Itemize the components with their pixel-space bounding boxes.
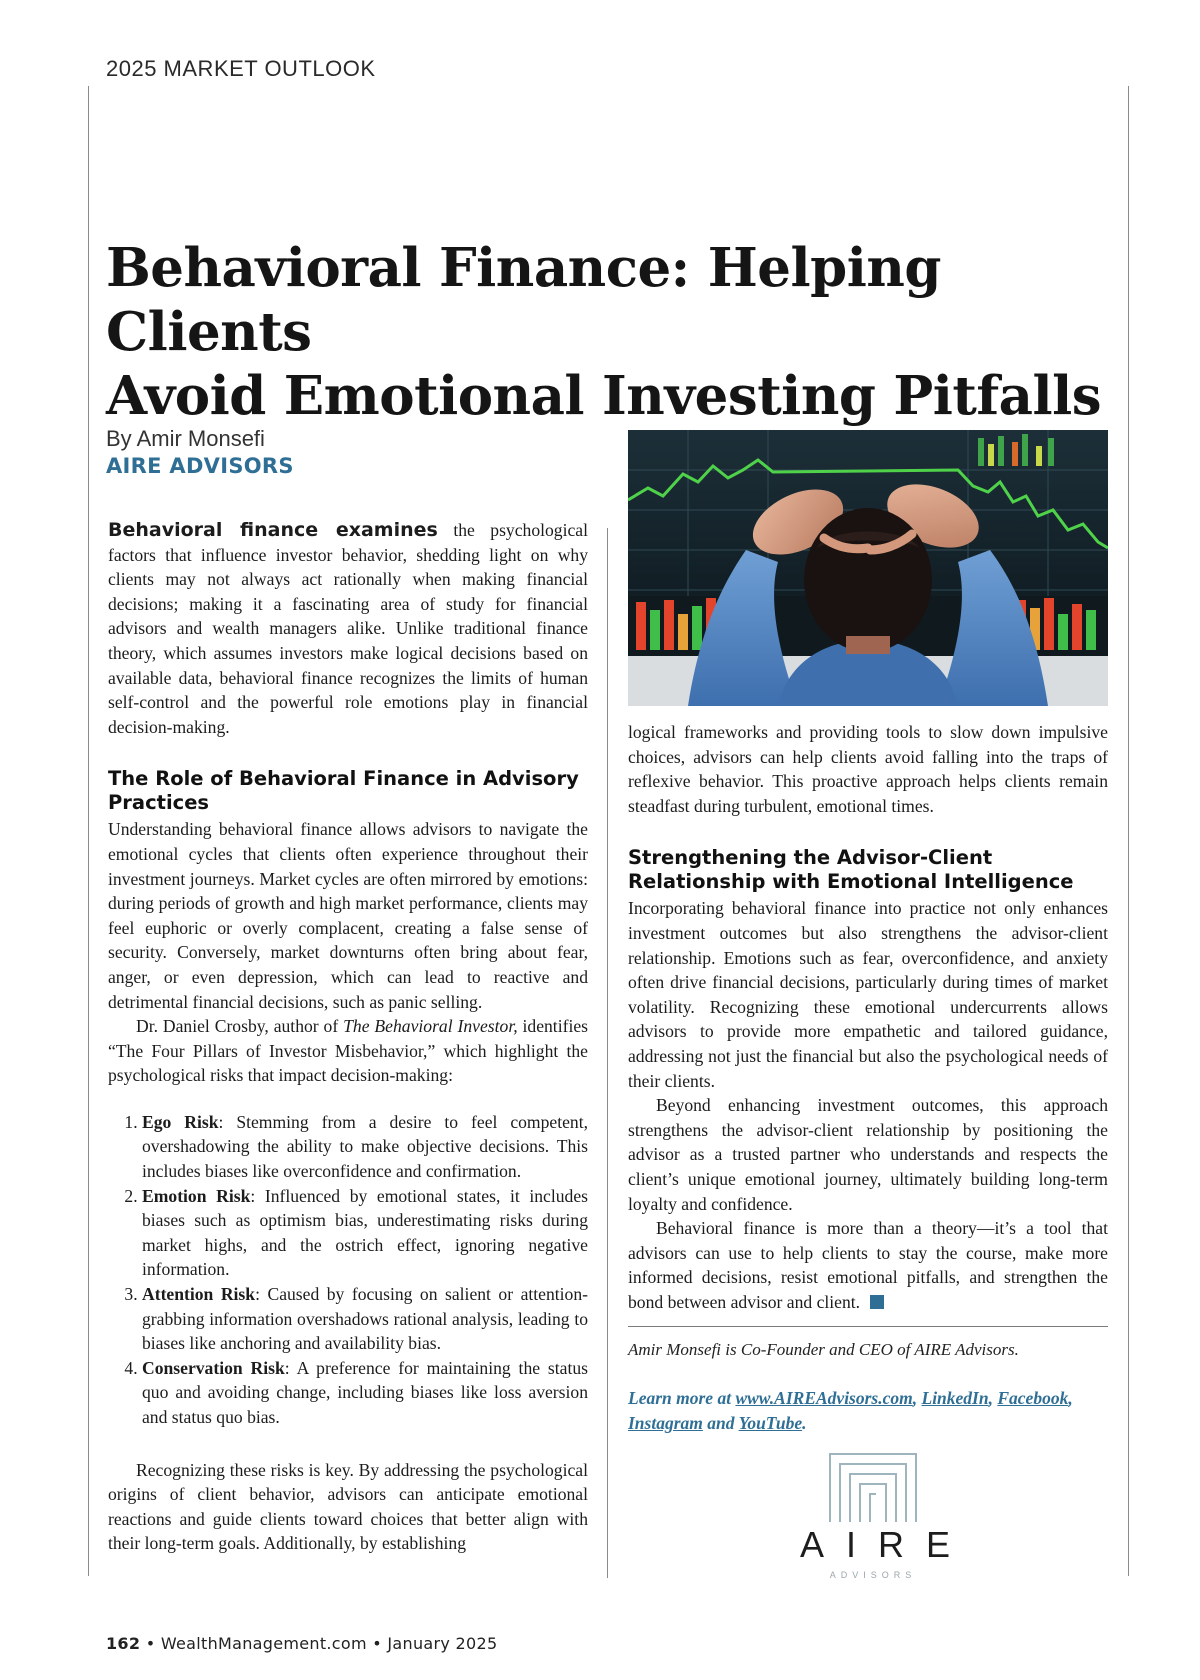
- risk-term: Attention Risk: [142, 1284, 256, 1305]
- page-footer: [106, 1634, 497, 1653]
- byline: By Amir Monsefi: [106, 426, 265, 451]
- section-heading-role: The Role of Behavioral Finance in Advisory Practices: [108, 767, 579, 815]
- left-margin-rule: [88, 86, 89, 1576]
- logo-subtext: ADVISORS: [829, 1570, 917, 1580]
- risk-term: Ego Risk: [142, 1111, 219, 1132]
- intro-lead-in: Behavioral finance examines: [108, 519, 438, 541]
- stressed-investor-photo: [628, 430, 1108, 706]
- risk-list-item: [142, 1356, 588, 1430]
- section1-paragraph-2: [108, 1014, 588, 1088]
- stressed-investor-illustration: [628, 430, 1108, 706]
- risk-description: : A preference for maintaining the status quo and avoiding change, including biases like loss aversion and status quo bias.: [142, 1357, 588, 1427]
- intro-paragraph: [108, 518, 588, 739]
- logo-wordmark: AIRE: [800, 1524, 973, 1565]
- footer-publication: • WealthManagement.com • January 2025: [140, 1634, 498, 1653]
- section2-paragraph-1: Incorporating behavioral finance into practice not only enhances investment outcomes but also strengthens the advisor-client relationship. Emotions such as fear, overconfidence, and anxiety often drive financial decisions, particularly during times of market volatility. Recognizing these emotional undercurrents allows advisors to provide more empathetic and tailored guidance, addressing not just the financial but also the psychological needs of their clients.: [628, 898, 1108, 1091]
- intro-body: the psychological factors that influence investor behavior, shedding light on why clients may not always act rationally when making financial decisions; making it a fascinating area of study for financial advisors and wealth managers alike. Unlike traditional finance theory, which assumes investors make logical decisions based on available data, behavioral finance recognizes the limits of human self-control and the powerful role emotions play in financial decision-making.: [108, 520, 588, 737]
- risk-term: Conservation Risk: [142, 1357, 285, 1378]
- youtube-link[interactable]: YouTube: [738, 1413, 803, 1433]
- book-title: The Behavioral Investor,: [343, 1016, 518, 1037]
- instagram-link[interactable]: Instagram: [628, 1413, 703, 1433]
- learn-more-links: [628, 1386, 1108, 1436]
- separator: ,: [1068, 1388, 1073, 1408]
- separator: and: [702, 1413, 739, 1433]
- separator: ,: [912, 1388, 922, 1408]
- risk-list-item: [142, 1110, 588, 1184]
- learn-more-prefix: Learn more at: [628, 1388, 736, 1408]
- risk-description: : Stemming from a desire to feel competent, overshadowing the ability to make objective decisions. This includes biases like overconfidence and confirmation.: [142, 1111, 589, 1182]
- aire-advisors-logo: [778, 1448, 973, 1580]
- logo-mark-icon: [778, 1448, 968, 1524]
- author-bio: Amir Monsefi is Co-Founder and CEO of AIRE Advisors.: [628, 1340, 1019, 1359]
- risk-list: [108, 1110, 588, 1430]
- linkedin-link[interactable]: LinkedIn: [921, 1388, 989, 1408]
- article-title-line-2: Avoid Emotional Investing Pitfalls: [106, 365, 1102, 427]
- right-continuation-paragraph: logical frameworks and providing tools to slow down impulsive choices, advisors can help clients avoid falling into the traps of reflexive behavior. This proactive approach helps clients remain steadfast during turbulent, emotional times.: [628, 722, 1108, 816]
- separator: .: [802, 1413, 807, 1433]
- right-column: [628, 720, 1108, 1314]
- risk-term: Emotion Risk: [142, 1185, 251, 1206]
- section1-p2-text-b: identifies “The Four Pillars of Investor Misbehavior,” which highlight the psychological risks that impact decision-making:: [108, 1016, 588, 1086]
- right-margin-rule: [1128, 86, 1129, 1576]
- facebook-link[interactable]: Facebook: [997, 1388, 1069, 1408]
- end-of-article-mark: [870, 1295, 884, 1309]
- section2-paragraph-2: Beyond enhancing investment outcomes, this approach strengthens the advisor-client relationship by positioning the advisor as a trusted partner who understands and respects the client’s unique emotional journey, ultimately building long-term loyalty and confidence.: [628, 1095, 1108, 1214]
- left-column: [108, 518, 588, 1556]
- section1-paragraph-3: Recognizing these risks is key. By addressing the psychological origins of client behavior, advisors can anticipate emotional reactions and guide clients toward choices that better align with their long-term goals. Additionally, by establishing: [108, 1459, 588, 1554]
- section-label: 2025 MARKET OUTLOOK: [106, 56, 376, 81]
- section-heading-relationship: Strengthening the Advisor-Client Relationship with Emotional Intelligence: [628, 846, 1074, 894]
- separator: ,: [988, 1388, 998, 1408]
- column-divider-rule: [607, 528, 608, 1578]
- risk-description: : Caused by focusing on salient or attention-grabbing information overshadows rational analysis, leading to biases like anchoring and availability bias.: [142, 1284, 588, 1354]
- author-company: AIRE ADVISORS: [106, 454, 294, 478]
- risk-list-item: [142, 1282, 588, 1356]
- page-number: 162: [106, 1634, 141, 1653]
- risk-description: : Influenced by emotional states, it includes biases such as optimism bias, underestimating risks during market highs, and the ostrich effect, ignoring negative information.: [142, 1185, 588, 1280]
- website-link[interactable]: www.AIREAdvisors.com: [735, 1388, 913, 1408]
- section2-paragraph-3: [628, 1216, 1108, 1314]
- author-bio-rule: [628, 1326, 1108, 1327]
- section1-p2-text-a: Dr. Daniel Crosby, author of: [136, 1016, 344, 1037]
- article-title-line-1: Behavioral Finance: Helping Clients: [106, 237, 941, 363]
- risk-list-item: [142, 1184, 588, 1282]
- article-title: [106, 236, 1106, 428]
- section1-paragraph-1: Understanding behavioral finance allows advisors to navigate the emotional cycles that clients often experience throughout their investment journeys. Market cycles are often mirrored by emotions: during periods of growth and high market performance, clients may feel euphoric or overly complacent, creating a false sense of security. Conversely, market downturns often bring about fear, anger, or even depression, which can lead to reactive and detrimental financial decisions, such as panic selling.: [108, 819, 588, 1012]
- section2-p3-text: Behavioral finance is more than a theory—it’s a tool that advisors can use to help clients to stay the course, make more informed decisions, resist emotional pitfalls, and strengthen the bond between advisor and client.: [628, 1218, 1108, 1312]
